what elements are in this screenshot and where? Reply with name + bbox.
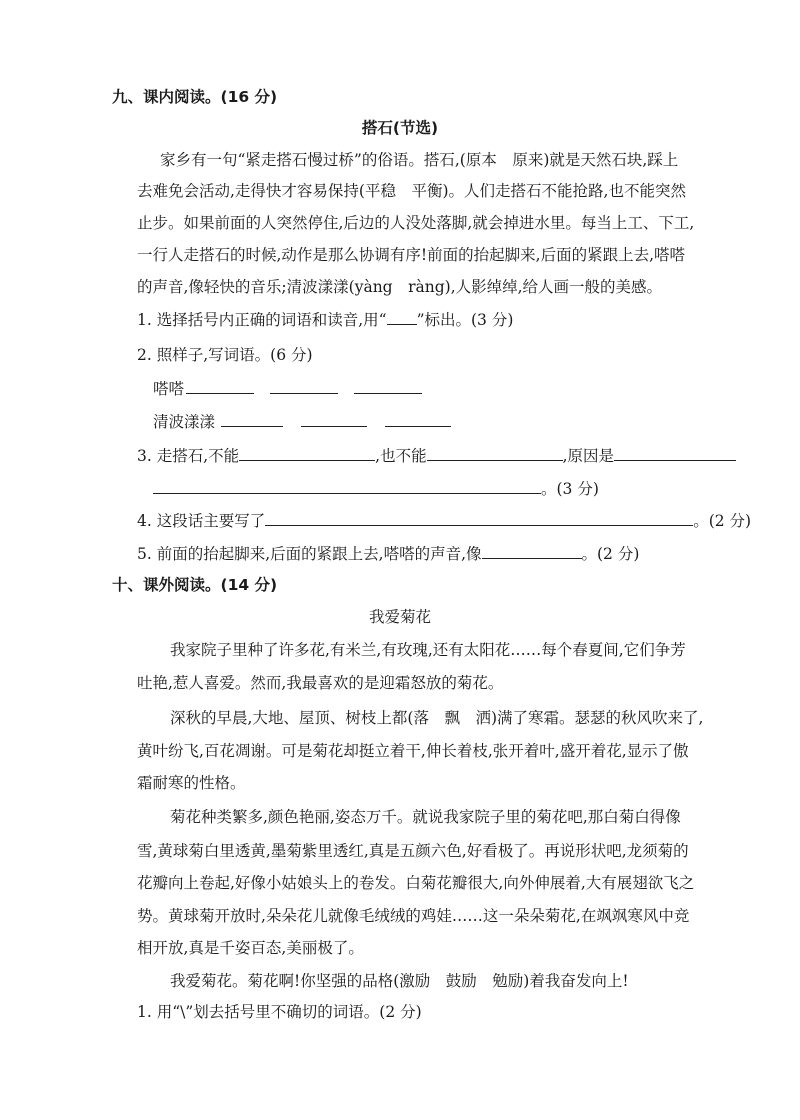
example-word-1: 嗒嗒 — [153, 380, 185, 398]
question-3-end: 。(3 分) — [541, 480, 599, 498]
section10-passage-line: 花瓣向上卷起,好像小姑娘头上的卷发。白菊花瓣很大,向外伸展着,大有展翅欲飞之 — [137, 874, 695, 892]
question-5-prefix: 5. 前面的抬起脚来,后面的紧跟上去,嗒嗒的声音,像 — [137, 545, 482, 563]
answer-blank[interactable] — [482, 542, 582, 559]
question-2-label: 2. 照样子,写词语。(6 分) — [137, 346, 313, 364]
section10-passage-line: 势。黄球菊开放时,朵朵花儿就像毛绒绒的鸡娃……这一朵朵菊花,在飒飒寒风中竞 — [137, 907, 690, 925]
answer-blank[interactable] — [354, 377, 422, 394]
question-2-row-1 — [0, 377, 800, 400]
section9-title: 搭石(节选) — [361, 119, 439, 137]
question-5 — [0, 542, 800, 565]
question-3-mid2: ,原因是 — [562, 447, 615, 465]
answer-blank[interactable] — [270, 377, 338, 394]
question-3-continued — [0, 477, 800, 500]
section10-passage-line: 菊花种类繁多,颜色艳丽,姿态万千。就说我家院子里的菊花吧,那白菊白得像 — [170, 808, 681, 826]
question-2-row-2 — [0, 410, 800, 433]
answer-blank[interactable] — [239, 444, 375, 461]
question-4-end: 。(2 分) — [693, 512, 752, 530]
question-1-after: ”标出。(3 分) — [416, 311, 514, 329]
section9-passage-line: 一行人走搭石的时候,动作是那么协调有序!前面的抬起脚来,后面的紧跟上去,嗒嗒 — [137, 246, 686, 264]
section9-heading: 九、课内阅读。(16 分) — [112, 88, 278, 106]
section10-passage-line: 霜耐寒的性格。 — [137, 774, 246, 792]
question-3 — [0, 444, 800, 467]
answer-blank[interactable] — [614, 444, 736, 461]
answer-blank[interactable] — [385, 410, 451, 427]
section10-passage-line: 深秋的早晨,大地、屋顶、树枝上都(落 飘 洒)满了寒霜。瑟瑟的秋风吹来了, — [170, 709, 704, 727]
section9-passage-line: 去难免会活动,走得快才容易保持(平稳 平衡)。人们走搭石不能抢路,也不能突然 — [137, 182, 686, 200]
section10-passage-line: 吐艳,惹人喜爱。然而,我最喜欢的是迎霜怒放的菊花。 — [137, 674, 504, 692]
section10-passage-line: 雪,黄球菊白里透黄,墨菊紫里透红,真是五颜六色,好看极了。再说形状吧,龙须菊的 — [137, 842, 689, 860]
question-3-mid1: ,也不能 — [375, 447, 427, 465]
question-3-prefix: 3. 走搭石,不能 — [137, 447, 240, 465]
answer-blank[interactable] — [301, 410, 367, 427]
answer-blank[interactable] — [153, 477, 541, 494]
section10-passage-line: 我爱菊花。菊花啊!你坚强的品格(激励 鼓励 勉励)着我奋发向上! — [170, 972, 629, 990]
section10-passage-line: 相开放,真是千姿百态,美丽极了。 — [137, 939, 364, 957]
answer-blank[interactable] — [427, 444, 563, 461]
question-1-before: 1. 选择括号内正确的词语和读音,用“ — [137, 311, 387, 329]
answer-blank[interactable] — [265, 509, 693, 526]
question-5-end: 。(2 分) — [581, 545, 640, 563]
question-1 — [0, 308, 800, 331]
section10-question-1: 1. 用“\”划去括号里不确切的词语。(2 分) — [137, 1003, 422, 1021]
section10-heading: 十、课外阅读。(14 分) — [112, 576, 278, 594]
question-4 — [0, 509, 800, 532]
section9-passage-line: 的声音,像轻快的音乐;清波漾漾(yàng ràng),人影绰绰,给人画一般的美感。 — [137, 278, 663, 296]
section10-passage-line: 黄叶纷飞,百花凋谢。可是菊花却挺立着干,伸长着枝,张开着叶,盛开着花,显示了傲 — [137, 742, 689, 760]
answer-blank[interactable] — [221, 410, 283, 427]
answer-blank[interactable] — [186, 377, 254, 394]
section10-passage-line: 我家院子里种了许多花,有米兰,有玫瑰,还有太阳花……每个春夏间,它们争芳 — [170, 641, 686, 659]
example-word-2: 清波漾漾 — [153, 413, 216, 431]
underline-mark-sample — [387, 308, 417, 325]
question-4-prefix: 4. 这段话主要写了 — [137, 512, 266, 530]
section9-passage-line: 止步。如果前面的人突然停住,后边的人没处落脚,就会掉进水里。每当上工、下工, — [137, 214, 695, 232]
section10-title: 我爱菊花 — [368, 608, 431, 626]
section9-passage-line: 家乡有一句“紧走搭石慢过桥”的俗语。搭石,(原本 原来)就是天然石块,踩上 — [160, 151, 679, 169]
